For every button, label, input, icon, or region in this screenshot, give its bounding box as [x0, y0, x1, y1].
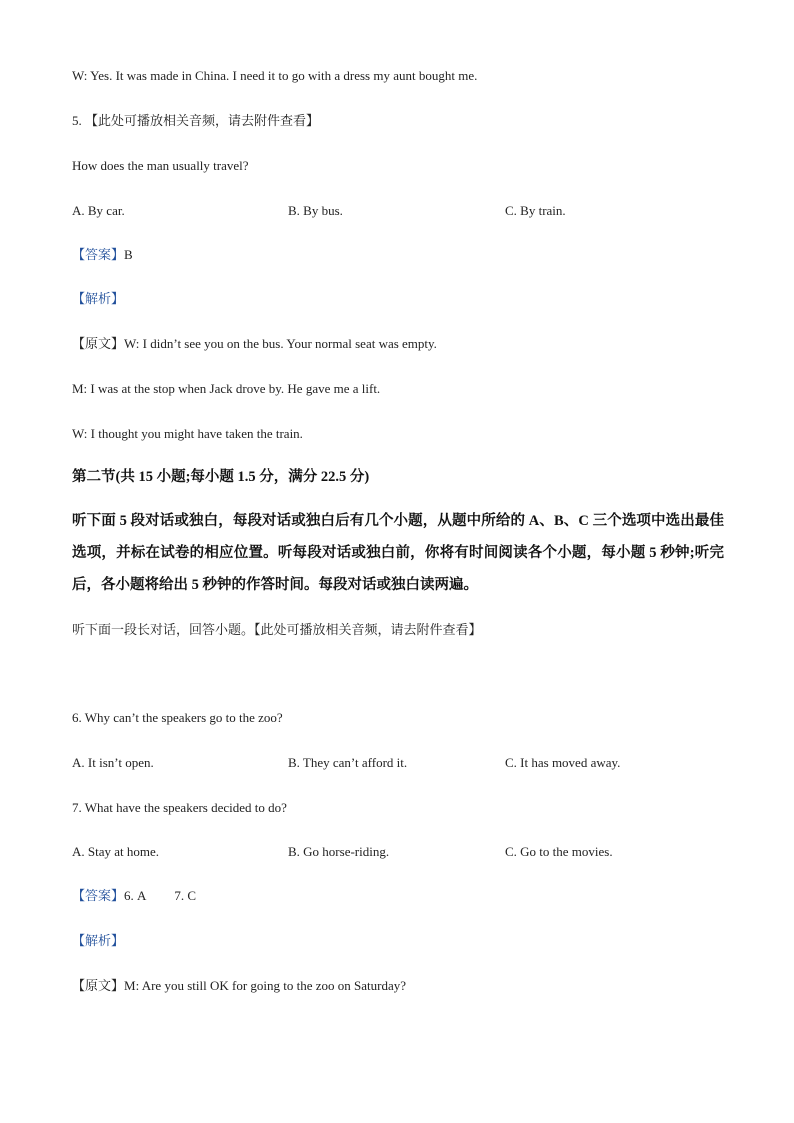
- question-6-text: 6. Why can’t the speakers go to the zoo?: [72, 710, 283, 725]
- question-number: 5.: [72, 113, 82, 128]
- dialogue-line: M: I was at the stop when Jack drove by. He gave me a lift.: [72, 381, 381, 396]
- answer-label: 【答案】: [72, 247, 125, 262]
- question-5-text: How does the man usually travel?: [72, 158, 249, 173]
- section-2-title: 第二节(共 15 小题;每小题 1.5 分，满分 22.5 分): [72, 469, 370, 485]
- q7-option-a: A. Stay at home.: [72, 844, 160, 859]
- answer-label: 【答案】: [72, 888, 125, 903]
- q6-option-c: C. It has moved away.: [505, 755, 621, 770]
- question-7-text: 7. What have the speakers decided to do?: [72, 800, 287, 815]
- q5-option-b: B. By bus.: [288, 203, 343, 218]
- section-2-instructions: 听下面 5 段对话或独白，每段对话或独白后有几个小题，从题中所给的 A、B、C 三个选项中选出最佳选项，并标在试卷的相应位置。听每段对话或独白前，你将有时间阅读各个小题，每小题 5 秒钟;听完后，各小题将给出 5 秒钟的作答时间。每段对话或独白读两遍。: [72, 513, 724, 593]
- q6-option-b: B. They can’t afford it.: [288, 755, 408, 770]
- answer-value: B: [124, 247, 133, 262]
- original-text: M: Are you still OK for going to the zoo on Saturday?: [124, 978, 407, 993]
- answer-value-7: 7. C: [174, 888, 197, 903]
- q5-option-a: A. By car.: [72, 203, 125, 218]
- question-5-header: [72, 112, 734, 130]
- original-text: W: I didn’t see you on the bus. Your normal seat was empty.: [124, 336, 437, 351]
- dialogue-line: W: Yes. It was made in China. I need it to go with a dress my aunt bought me.: [72, 68, 478, 83]
- q5-option-c: C. By train.: [505, 203, 566, 218]
- q6-option-a: A. It isn’t open.: [72, 755, 154, 770]
- answer-row-1: [72, 246, 734, 264]
- original-text-row-2: [72, 977, 734, 995]
- listen-instruction: 听下面一段长对话，回答小题。【此处可播放相关音频，请去附件查看】: [72, 622, 482, 637]
- analysis-label: 【解析】: [72, 933, 125, 948]
- analysis-label: 【解析】: [72, 291, 125, 306]
- original-text-row-1: [72, 335, 734, 353]
- q7-option-b: B. Go horse-riding.: [288, 844, 390, 859]
- dialogue-line: W: I thought you might have taken the train.: [72, 426, 303, 441]
- answer-row-2: [72, 887, 734, 905]
- answer-value-6: 6. A: [124, 888, 147, 903]
- original-label: 【原文】: [72, 978, 125, 993]
- original-label: 【原文】: [72, 336, 125, 351]
- audio-placeholder: 【此处可播放相关音频，请去附件查看】: [85, 113, 320, 128]
- q7-option-c: C. Go to the movies.: [505, 844, 613, 859]
